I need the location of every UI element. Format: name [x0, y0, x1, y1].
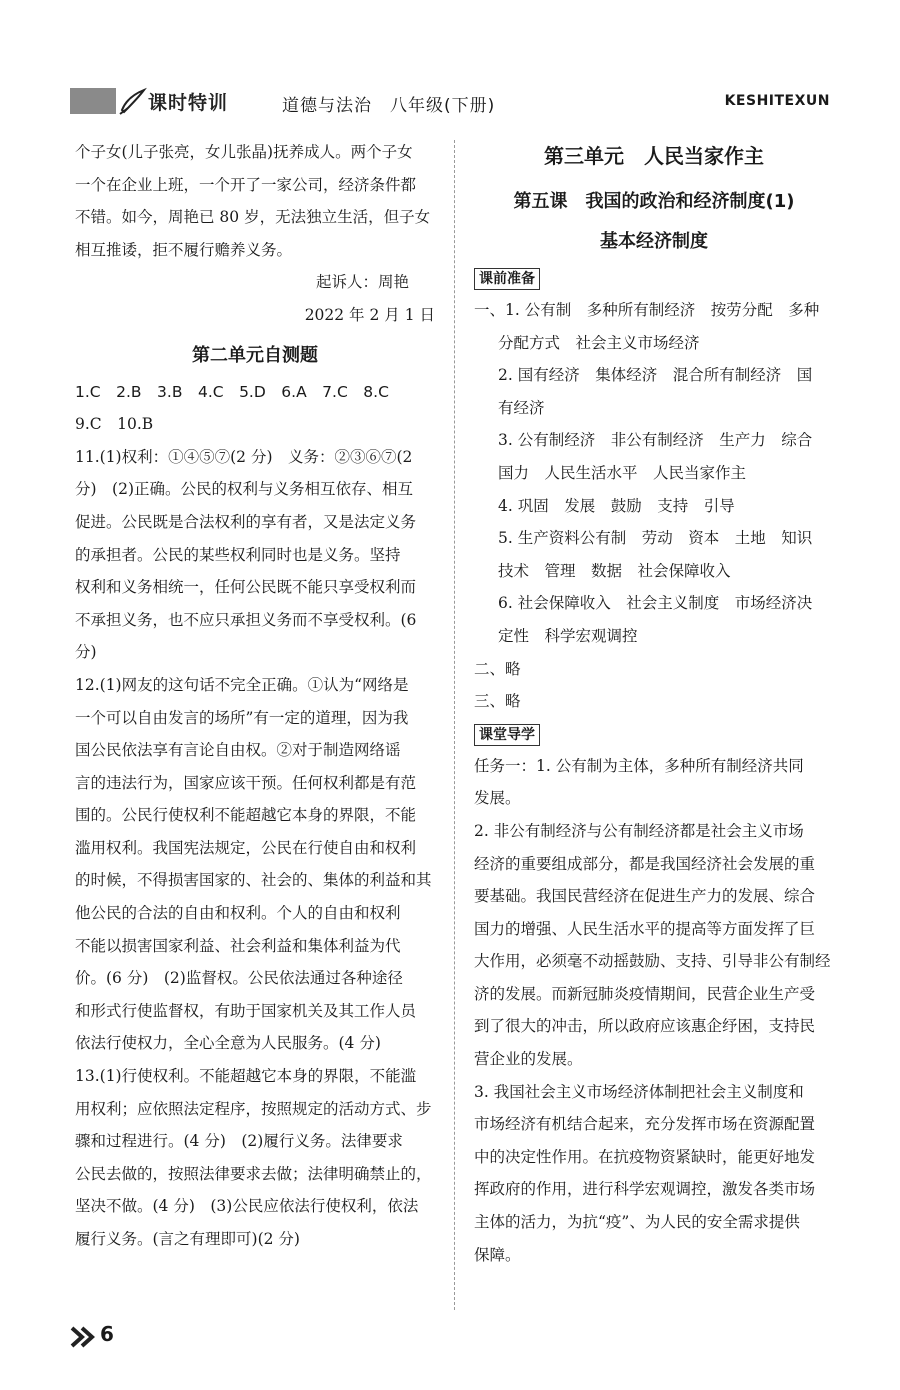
class-line: 保障。 — [474, 1245, 521, 1264]
class-line: 主体的活力，为抗“疫”、为人民的安全需求提供 — [474, 1213, 800, 1232]
right-column — [474, 136, 834, 1271]
pre-line: 4. 巩固 发展 鼓励 支持 引导 — [498, 496, 735, 515]
pen-icon — [118, 86, 148, 116]
class-line: 营企业的发展。 — [474, 1050, 583, 1069]
class-line: 市场经济有机结合起来，充分发挥市场在资源配置 — [474, 1115, 816, 1134]
q12-line: 他公民的合法的自由和权利。个人的自由和权利 — [75, 904, 401, 923]
class-line: 到了很大的冲击，所以政府应该惠企纾困，支持民 — [474, 1017, 816, 1036]
lesson-subtitle: 基本经济制度 — [600, 231, 708, 252]
q11-line: 分) — [75, 643, 97, 662]
q13-line: 履行义务。(言之有理即可)(2 分) — [75, 1230, 300, 1248]
q13-line: 13.(1)行使权利。不能超越它本身的界限，不能滥 — [75, 1067, 417, 1086]
logo-block — [70, 88, 116, 114]
lesson-title: 第五课 我国的政治和经济制度(1) — [513, 191, 795, 212]
intro-line: 一个在企业上班，一个开了一家公司，经济条件都 — [75, 175, 417, 194]
page-number: 6 — [100, 1322, 114, 1346]
q12-line: 的时候，不得损害国家的、社会的、集体的利益和其 — [75, 871, 432, 890]
pre-line: 3. 公有制经济 非公有制经济 生产力 综合 — [498, 431, 813, 450]
pre-line: 技术 管理 数据 社会保障收入 — [498, 561, 731, 580]
intro-line: 不错。如今，周艳已 80 岁，无法独立生活，但子女 — [75, 208, 431, 227]
pre-line: 国力 人民生活水平 人民当家作主 — [498, 463, 747, 482]
q12-line: 不能以损害国家利益、社会利益和集体利益为代 — [75, 936, 401, 955]
class-line: 经济的重要组成部分，都是我国经济社会发展的重 — [474, 854, 816, 873]
unit-title: 第三单元 人民当家作主 — [544, 144, 764, 168]
date: 2022 年 2 月 1 日 — [304, 305, 435, 324]
class-line: 国力的增强、人民生活水平的提高等方面发挥了巨 — [474, 919, 816, 938]
pre-line: 有经济 — [498, 398, 545, 417]
subject-title: 道德与法治 八年级(下册) — [282, 96, 496, 116]
pre-line: 2. 国有经济 集体经济 混合所有制经济 国 — [498, 366, 813, 385]
pre-line: 三、略 — [474, 692, 521, 711]
q13-line: 用权利；应依照法定程序，按照规定的活动方式、步 — [75, 1099, 432, 1118]
q12-line: 滥用权利。我国宪法规定，公民在行使自由和权利 — [75, 838, 417, 857]
q12-line: 依法行使权力，全心全意为人民服务。(4 分) — [75, 1034, 381, 1053]
section-tag-pre: 课前准备 — [474, 268, 540, 290]
signature: 起诉人：周艳 — [315, 273, 409, 292]
q13-line: 坚决不做。(4 分) (3)公民应依法行使权利，依法 — [75, 1197, 419, 1216]
class-line: 2. 非公有制经济与公有制经济都是社会主义市场 — [474, 821, 804, 840]
pre-line: 定性 科学宏观调控 — [498, 626, 638, 645]
left-column — [75, 136, 435, 1256]
q11-line: 11.(1)权利：①④⑤⑦(2 分) 义务：②③⑥⑦(2 — [75, 447, 413, 466]
q11-line: 促进。公民既是合法权利的享有者，又是法定义务 — [75, 512, 417, 531]
intro-line: 相互推诿，拒不履行赡养义务。 — [75, 240, 293, 259]
class-line: 3. 我国社会主义市场经济体制把社会主义制度和 — [474, 1082, 804, 1101]
q12-line: 言的违法行为，国家应该干预。任何权利都是有范 — [75, 773, 417, 792]
q11-line: 不承担义务，也不应只承担义务而不享受权利。(6 — [75, 610, 417, 629]
class-line: 任务一：1. 公有制为主体，多种所有制经济共同 — [474, 756, 804, 775]
pre-line: 分配方式 社会主义市场经济 — [498, 333, 700, 352]
double-chevron-right-icon — [70, 1326, 96, 1348]
class-line: 要基础。我国民营经济在促进生产力的发展、综合 — [474, 887, 816, 906]
q12-line: 围的。公民行使权利不能超越它本身的界限，不能 — [75, 806, 417, 825]
answers-line: 1.C 2.B 3.B 4.C 5.D 6.A 7.C 8.C — [75, 382, 389, 401]
q12-line: 价。(6 分) (2)监督权。公民依法通过各种途径 — [75, 969, 403, 988]
section-tag-class: 课堂导学 — [474, 724, 540, 746]
class-line: 发展。 — [474, 789, 521, 808]
q11-line: 的承担者。公民的某些权利同时也是义务。坚持 — [75, 545, 401, 564]
q12-line: 和形式行使监督权，有助于国家机关及其工作人员 — [75, 1001, 417, 1020]
q11-line: 权利和义务相统一，任何公民既不能只享受权利而 — [75, 578, 417, 597]
q12-line: 12.(1)网友的这句话不完全正确。①认为“网络是 — [75, 675, 409, 694]
brand-name: KESHITEXUN — [724, 93, 830, 109]
q11-line: 分) (2)正确。公民的权利与义务相互依存、相互 — [75, 480, 414, 499]
logo-text: 课时特训 — [148, 92, 229, 114]
class-line: 挥政府的作用，进行科学宏观调控，激发各类市场 — [474, 1180, 816, 1199]
class-line: 中的决定性作用。在抗疫物资紧缺时，能更好地发 — [474, 1147, 816, 1166]
q12-line: 国公民依法享有言论自由权。②对于制造网络谣 — [75, 741, 401, 760]
q13-line: 公民去做的，按照法律要求去做；法律明确禁止的， — [75, 1164, 432, 1183]
q13-line: 骤和过程进行。(4 分) (2)履行义务。法律要求 — [75, 1132, 403, 1151]
class-line: 济的发展。而新冠肺炎疫情期间，民营企业生产受 — [474, 984, 816, 1003]
answers-line: 9.C 10.B — [75, 415, 154, 434]
pre-line: 一、1. 公有制 多种所有制经济 按劳分配 多种 — [474, 301, 820, 319]
pre-line: 6. 社会保障收入 社会主义制度 市场经济决 — [498, 594, 813, 613]
class-line: 大作用，必须毫不动摇鼓励、支持、引导非公有制经 — [474, 952, 831, 971]
column-divider — [454, 140, 455, 1310]
page-header — [70, 86, 830, 120]
test-title: 第二单元自测题 — [192, 344, 318, 366]
pre-line: 5. 生产资料公有制 劳动 资本 土地 知识 — [498, 529, 813, 548]
q12-line: 一个可以自由发言的场所”有一定的道理，因为我 — [75, 708, 409, 727]
intro-line: 个子女(儿子张亮，女儿张晶)抚养成人。两个子女 — [75, 143, 413, 161]
pre-line: 二、略 — [474, 659, 521, 678]
